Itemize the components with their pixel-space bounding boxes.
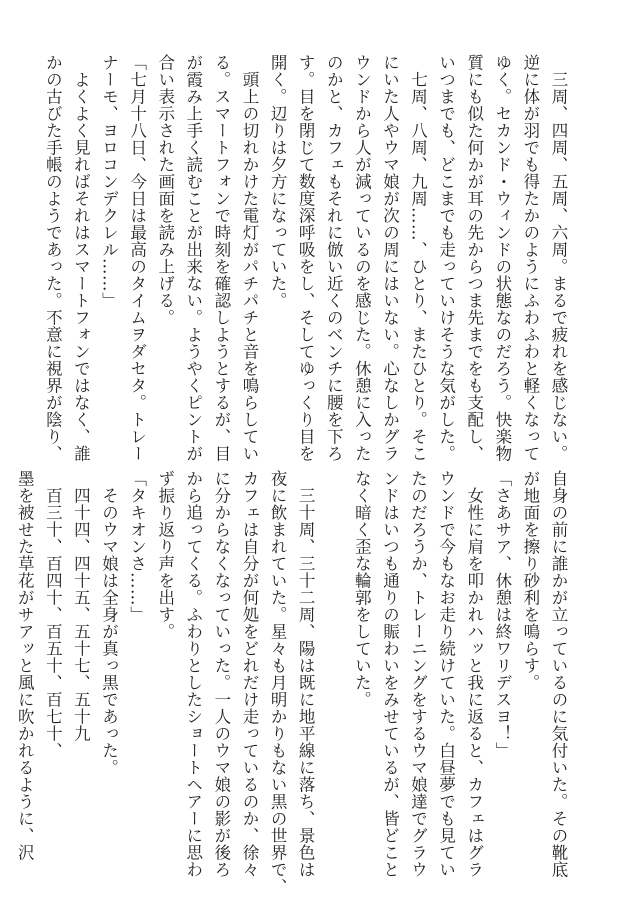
text-line: いつまでも、どこまでも走っていけそうな気がした。	[436, 54, 456, 462]
text-line: ンドはいつも通りの賑わいをみせているが、皆どこと	[380, 470, 400, 878]
text-line: かの古びた手帳のようであった。不意に視界が陰り、	[43, 54, 63, 462]
text-line: ゆく。セカンド・ウィンドの状態なのだろう。快楽物	[492, 54, 512, 462]
text-line: 七周、八周、九周……、ひとり、またひとり。そこ	[408, 54, 428, 462]
text-line: ナーモ、ヨロコンデクレル……」	[99, 54, 119, 309]
text-line: 夜に飲まれていた。星々も月明かりもない黒の世界で、	[268, 470, 288, 895]
text-line: す。目を閉じて数度深呼吸をし、そしてゆっくり目を	[296, 54, 316, 462]
text-line: 四十四、四十五、五十七、五十九	[71, 470, 91, 742]
text-line: 三十周、三十二周、陽は既に地平線に落ち、景色は	[296, 470, 316, 878]
text-line: が地面を擦り砂利を鳴らす。	[520, 470, 540, 691]
paragraph-gap	[319, 470, 347, 845]
text-line: 開く。辺りは夕方になっていた。	[268, 54, 288, 309]
text-line: 墨を被せた草花がサアッと風に吹かれるように、沢	[15, 470, 35, 861]
text-block-bottom	[15, 470, 572, 895]
text-line: ウンドから人が減っているのを感じた。休憩に入った	[352, 54, 372, 462]
text-line: が霞み上手く読むことが出来ない。ようやくピントが	[183, 54, 203, 462]
text-line: 質にも似た何かが耳の先からつま先までをも支配し、	[464, 54, 484, 462]
text-line: 「七月十八日、今日は最高のタイムヲダセタ。トレー	[127, 54, 147, 462]
text-line: よくよく見ればそれはスマートフォンではなく、誰	[71, 54, 91, 462]
text-line: ウンドで今もなお走り続けていた。白昼夢でも見てい	[436, 470, 456, 878]
text-line: ず振り返り声を出す。	[155, 470, 175, 640]
text-line: に分からなくなっていった。一人のウマ娘の影が後ろ	[211, 470, 231, 878]
text-line: 頭上の切れかけた電灯がパチパチと音を鳴らしてい	[239, 54, 259, 462]
text-line: る。スマートフォンで時刻を確認しようとするが、目	[211, 54, 231, 462]
text-line: なく暗く歪な輪郭をしていた。	[352, 470, 372, 708]
text-line: そのウマ娘は全身が真っ黒であった。	[99, 470, 119, 776]
text-line: 自身の前に誰かが立っているのに気付いた。その靴底	[549, 470, 568, 878]
text-line: 女性に肩を叩かれハッと我に返ると、カフェはグラ	[464, 470, 484, 878]
text-line: 合い表示された画面を読み上げる。	[155, 54, 175, 326]
text-line: にいた人やウマ娘が次の周にはいない。心なしかグラ	[380, 54, 400, 462]
text-line: 「さあサア、休憩は終ワリデスヨ！」	[492, 470, 512, 759]
text-line: 三周、四周、五周、六周。まるで疲れを感じない。	[549, 54, 568, 462]
text-line: 「タキオンさ……」	[127, 470, 147, 623]
text-line: 逆に体が羽でも得たかのようにふわふわと軽くなって	[520, 54, 540, 462]
text-block-top	[43, 54, 572, 462]
text-line: たのだろうか、トレーニングをするウマ娘達でグラウ	[408, 470, 428, 878]
text-line: 百三十、百四十、百五十、百七十、	[43, 470, 63, 759]
text-line: カフェは自分が何処をどれだけ走っているのか、徐々	[239, 470, 259, 878]
text-line: から追ってくる。ふわりとしたショートヘアーに思わ	[183, 470, 203, 878]
text-line: のかと、カフェもそれに倣い近くのベンチに腰を下ろ	[324, 54, 344, 462]
